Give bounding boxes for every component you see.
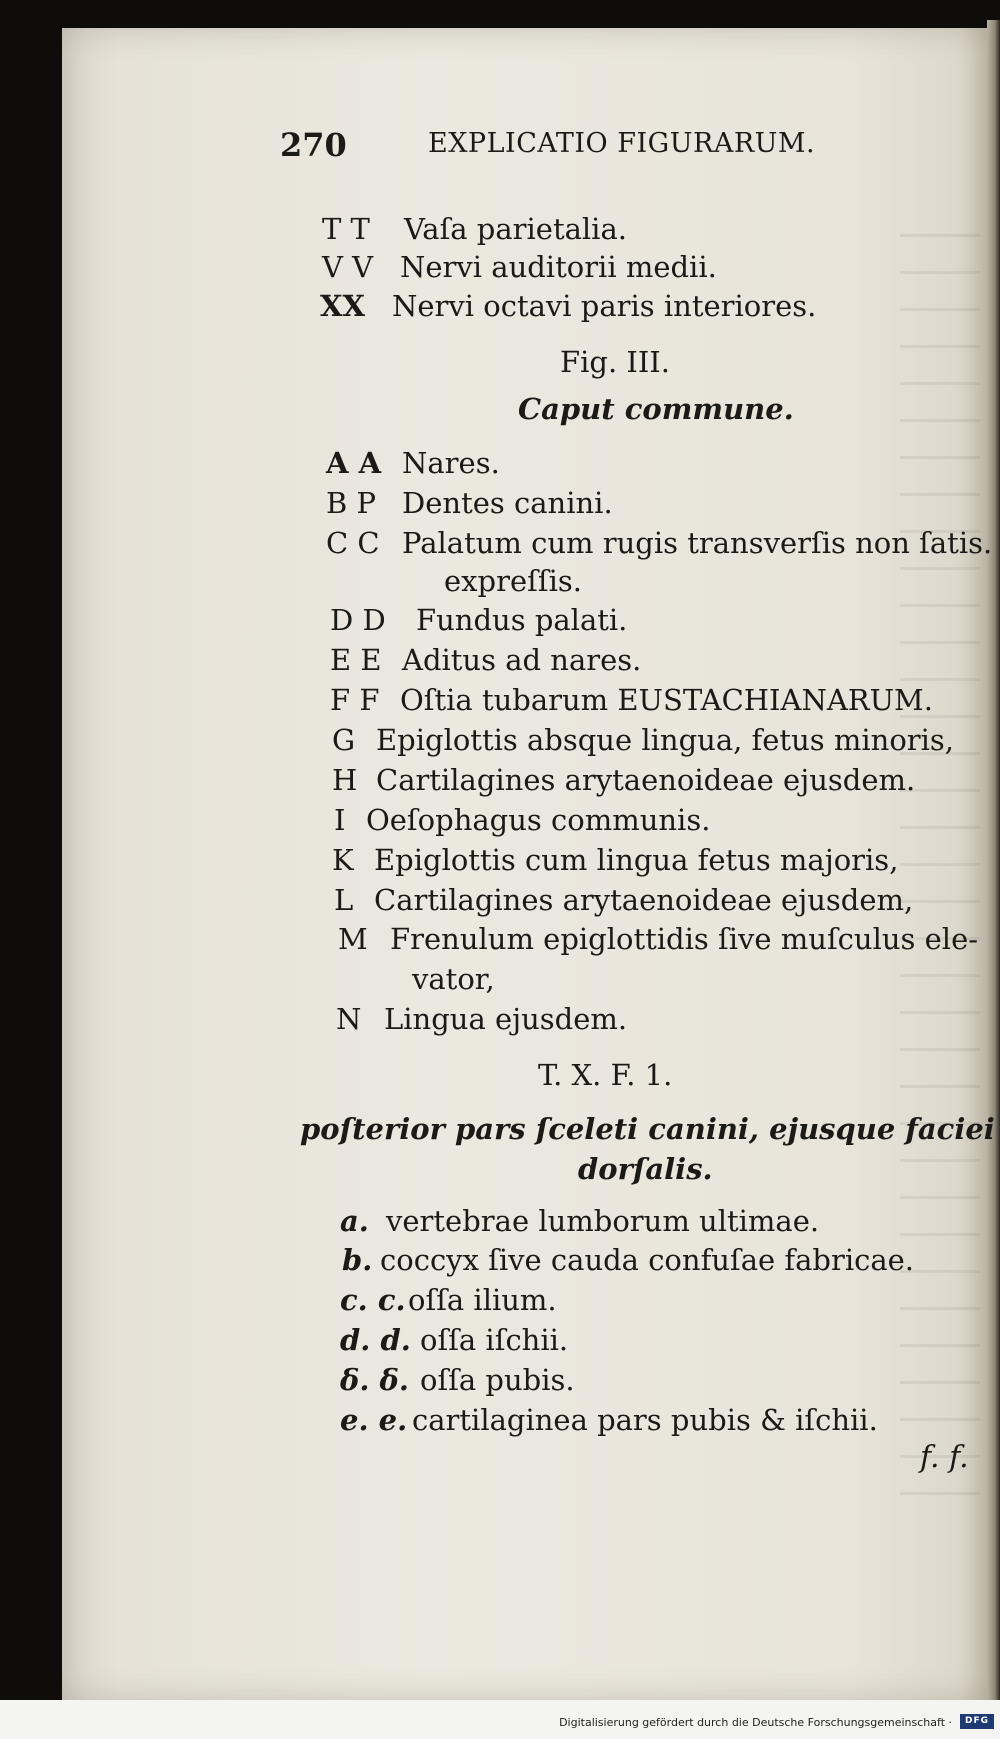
- entry-text: Oſtia tubarum EUSTACHIANARUM.: [400, 683, 933, 717]
- entry-text: Epiglottis cum lingua fetus majoris,: [374, 843, 899, 877]
- entry-label: δ. δ.: [340, 1363, 409, 1397]
- entry-label: C C: [326, 526, 380, 560]
- entry-text: Fundus palati.: [416, 603, 628, 637]
- footer-credit: Digitalisierung gefördert durch die Deutsche Forschungsgemeinschaft ·: [559, 1716, 952, 1729]
- entry-text-continuation: expreſſis.: [444, 564, 582, 598]
- entry-label: V V: [322, 250, 374, 284]
- entry-text: Dentes canini.: [402, 486, 613, 520]
- entry-label: H: [332, 763, 358, 797]
- entry-text: oſſa pubis.: [420, 1363, 575, 1397]
- figure-subheading: Caput commune.: [518, 392, 794, 426]
- catchword: f. f.: [920, 1440, 969, 1475]
- entry-label: d. d.: [340, 1323, 411, 1357]
- entry-label: B P: [326, 486, 377, 520]
- entry-text: vertebrae lumborum ultimae.: [386, 1204, 820, 1238]
- figure-heading: Fig. III.: [560, 345, 670, 379]
- entry-text: Nares.: [402, 446, 500, 480]
- dfg-logo: DFG: [960, 1714, 994, 1729]
- entry-text: Oeſophagus communis.: [366, 803, 711, 837]
- entry-label: c. c.: [340, 1283, 406, 1317]
- entry-label: E E: [330, 643, 382, 677]
- entry-text: Palatum cum rugis transverſis non ſatis.: [402, 526, 993, 560]
- entry-label: D D: [330, 603, 386, 637]
- entry-text: Frenulum epiglottidis ſive muſculus ele-: [390, 922, 979, 956]
- entry-text: oſſa iſchii.: [420, 1323, 569, 1357]
- entry-label: b.: [342, 1243, 373, 1277]
- entry-text: Cartilagines arytaenoideae ejusdem.: [376, 763, 916, 797]
- entry-text: Epiglottis absque lingua, fetus minoris,: [376, 723, 955, 757]
- entry-text: Cartilagines arytaenoideae ejusdem,: [374, 883, 914, 917]
- entry-label: T T: [322, 212, 370, 246]
- entry-text: cartilaginea pars pubis & iſchii.: [412, 1403, 878, 1437]
- running-title: EXPLICATIO FIGURARUM.: [428, 128, 816, 159]
- entry-text: Vaſa parietalia.: [404, 212, 627, 246]
- entry-text: Nervi octavi paris interiores.: [392, 289, 817, 323]
- entry-label: I: [334, 803, 346, 837]
- entry-label: XX: [320, 289, 366, 323]
- entry-label: G: [332, 723, 356, 757]
- entry-text: oſſa ilium.: [408, 1283, 557, 1317]
- entry-label: L: [334, 883, 354, 917]
- entry-label: K: [332, 843, 354, 877]
- entry-text: Aditus ad nares.: [402, 643, 642, 677]
- entry-label: A A: [326, 446, 382, 480]
- show-through: [900, 200, 980, 1500]
- entry-label: e. e.: [340, 1403, 408, 1437]
- entry-text: Lingua ejusdem.: [384, 1002, 628, 1036]
- entry-text: Nervi auditorii medii.: [400, 250, 717, 284]
- entry-text: coccyx ſive cauda confuſae fabricae.: [380, 1243, 915, 1277]
- entry-text-continuation: vator,: [412, 962, 495, 996]
- entry-label: M: [338, 922, 368, 956]
- entry-label: N: [336, 1002, 362, 1036]
- entry-label: a.: [340, 1204, 369, 1238]
- section-heading: T. X. F. 1.: [538, 1058, 673, 1092]
- section-caption: poſterior pars ſceleti canini, ejusque faciei: [300, 1112, 995, 1146]
- page-number: 270: [280, 126, 347, 164]
- section-caption: dorſalis.: [578, 1152, 713, 1186]
- page-edge: [987, 20, 1000, 1710]
- entry-label: F F: [330, 683, 380, 717]
